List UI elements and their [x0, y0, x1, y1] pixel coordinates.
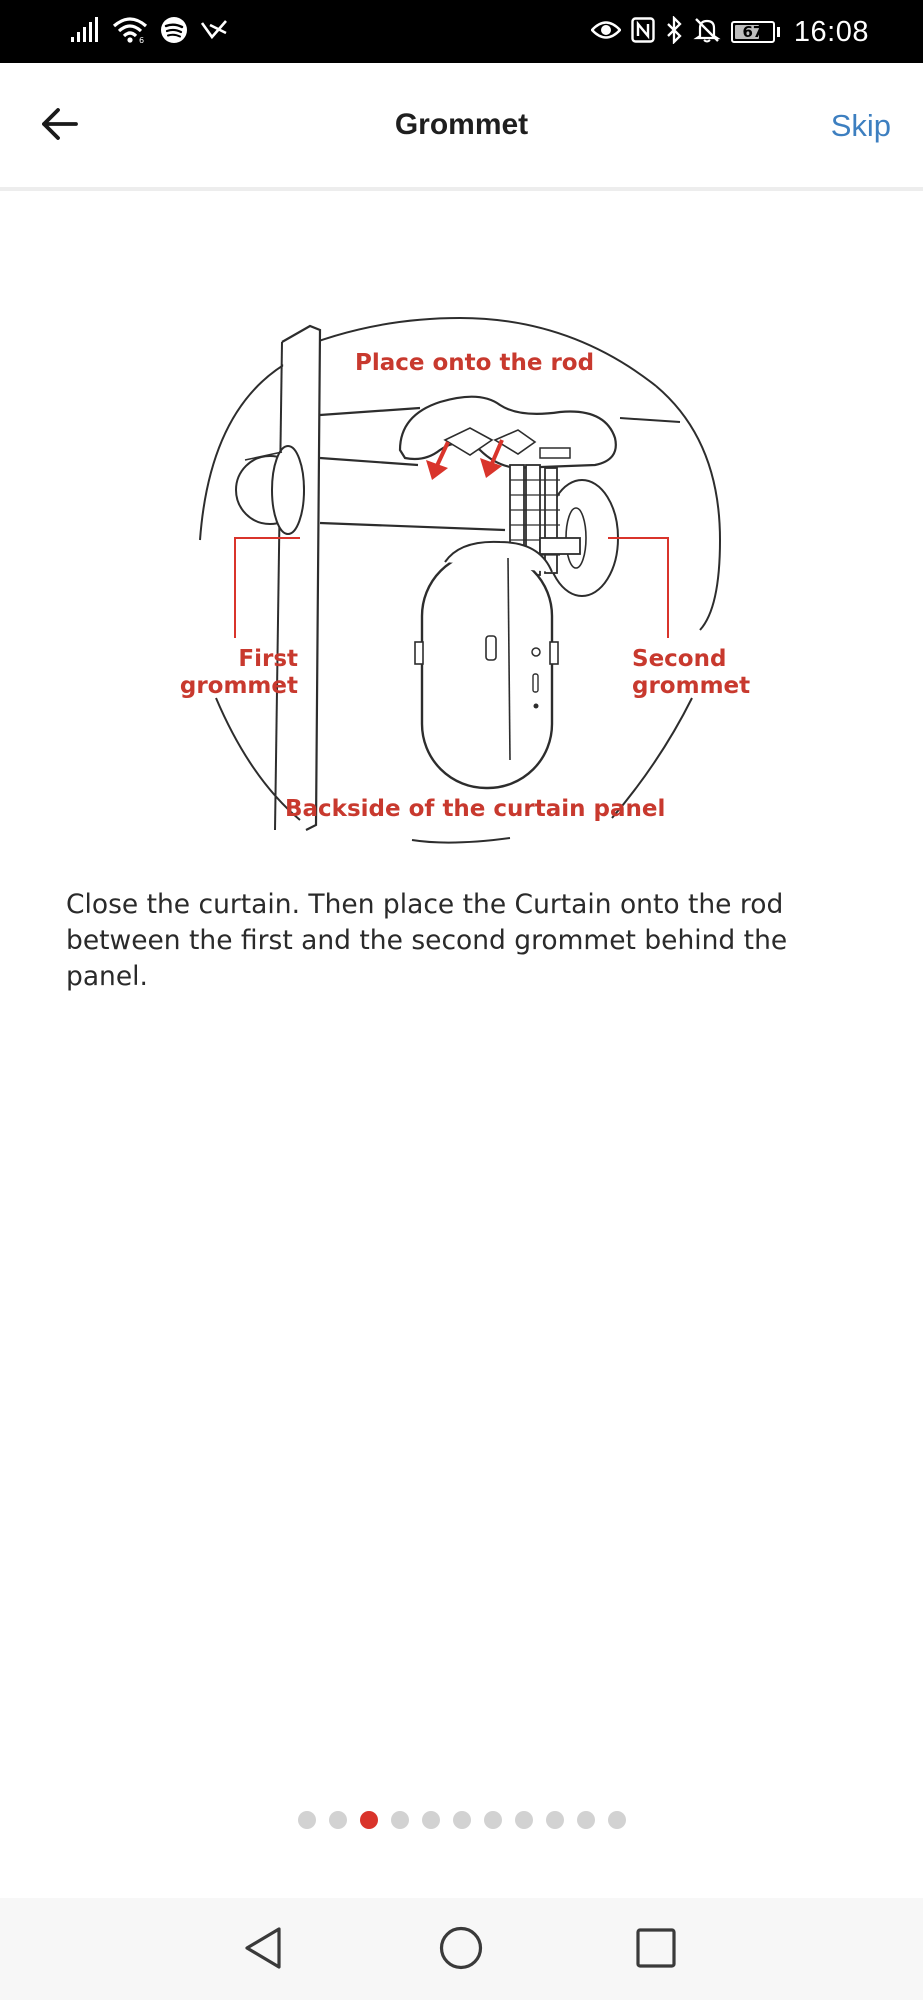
installation-illustration	[100, 290, 820, 865]
app-bar	[0, 63, 923, 191]
page-dot-active[interactable]	[360, 1811, 378, 1829]
mute-icon	[693, 16, 721, 49]
triangle-back-icon	[241, 1925, 285, 1976]
skip-button[interactable]: Skip	[831, 103, 891, 149]
nav-home-button[interactable]	[431, 1920, 491, 1980]
label-first-grommet: First grommet	[179, 646, 298, 699]
circle-home-icon	[438, 1925, 484, 1976]
label-second-grommet: Second grommet	[632, 646, 751, 699]
system-nav-bar	[0, 1898, 923, 2000]
status-time: 16:08	[793, 15, 869, 48]
bluetooth-icon	[665, 16, 683, 49]
battery-level: 67	[742, 23, 764, 41]
battery-icon	[731, 21, 775, 43]
page-title: Grommet	[394, 108, 529, 141]
nav-recent-button[interactable]	[626, 1920, 686, 1980]
page-dot[interactable]	[298, 1811, 316, 1829]
instruction-text: Close the curtain. Then place the Curtain onto the rod between the first and the second grommet behind the panel.	[66, 889, 788, 992]
label-place-onto-rod: Place onto the rod	[355, 350, 595, 376]
nav-back-button[interactable]	[233, 1920, 293, 1980]
status-left-icons	[70, 14, 228, 50]
page-dot[interactable]	[422, 1811, 440, 1829]
label-curtain-panel: Backside of the curtain panel	[285, 796, 666, 822]
svg-text:6: 6	[139, 35, 145, 44]
nfc-icon	[631, 17, 655, 48]
vpn-icon	[200, 17, 228, 48]
eye-icon	[591, 19, 621, 46]
page-dot[interactable]	[546, 1811, 564, 1829]
status-right-icons	[591, 14, 869, 50]
square-recent-icon	[634, 1926, 678, 1975]
status-bar	[0, 0, 923, 63]
page-indicator	[298, 1810, 626, 1830]
wifi-icon	[112, 16, 148, 49]
page-dot[interactable]	[515, 1811, 533, 1829]
page-dot[interactable]	[484, 1811, 502, 1829]
page-dot[interactable]	[608, 1811, 626, 1829]
signal-icon	[70, 17, 100, 48]
spotify-icon	[160, 16, 188, 49]
page-dot[interactable]	[453, 1811, 471, 1829]
battery-cap	[777, 27, 780, 37]
page-dot[interactable]	[577, 1811, 595, 1829]
page-dot[interactable]	[329, 1811, 347, 1829]
page-dot[interactable]	[391, 1811, 409, 1829]
